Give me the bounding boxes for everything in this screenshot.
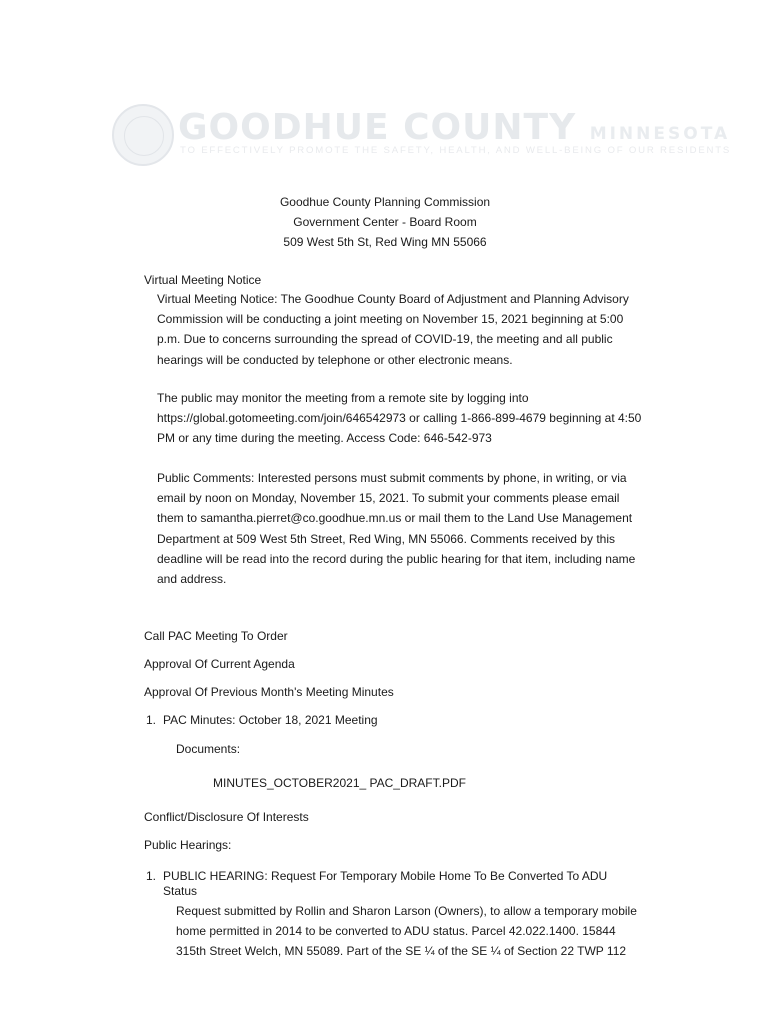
agenda-approval-minutes: Approval Of Previous Month's Meeting Minutes	[144, 685, 394, 699]
notice-p1-line: Virtual Meeting Notice: The Goodhue County Board of Adjustment and Planning Advisory	[157, 292, 629, 306]
minutes-item: PAC Minutes: October 18, 2021 Meeting	[163, 713, 378, 727]
notice-p1-line: p.m. Due to concerns surrounding the spread of COVID-19, the meeting and all public	[157, 332, 613, 347]
agenda-call-to-order: Call PAC Meeting To Order	[144, 629, 288, 643]
notice-p2-line: https://global.gotomeeting.com/join/646542973 or calling 1-866-899-4679 beginning at 4:50	[157, 411, 642, 426]
agenda-approval-agenda: Approval Of Current Agenda	[144, 657, 295, 671]
notice-paragraph-1	[157, 289, 677, 370]
header-commission: Goodhue County Planning Commission	[279, 195, 491, 209]
logo-state: MINNESOTA	[589, 124, 731, 144]
notice-p3-line: deadline will be read into the record during the public hearing for that item, including name	[157, 551, 636, 566]
notice-p1-line: Commission will be conducting a joint meeting on November 15, 2021 beginning at 5:00	[157, 312, 624, 327]
agenda-public-hearings: Public Hearings:	[144, 838, 232, 852]
hearing-desc-line: 315th Street Welch, MN 55089. Part of the SE ¼ of the SE ¼ of Section 22 TWP 112	[176, 944, 627, 959]
minutes-document-link[interactable]: MINUTES_OCTOBER2021_ PAC_DRAFT.PDF	[213, 776, 466, 790]
notice-paragraph-3	[157, 468, 677, 589]
hearing-title-continued: Status	[163, 884, 198, 898]
notice-p3-line: Public Comments: Interested persons must submit comments by phone, in writing, or via	[157, 471, 627, 485]
hearing-title: PUBLIC HEARING: Request For Temporary Mobile Home To Be Converted To ADU	[163, 869, 608, 883]
notice-p2-line: PM or any time during the meeting. Access Code: 646-542-973	[157, 431, 492, 446]
agenda-conflict: Conflict/Disclosure Of Interests	[144, 810, 309, 824]
header-address: 509 West 5th St, Red Wing MN 55066	[283, 235, 487, 249]
notice-p3-line: and address.	[157, 571, 227, 586]
hearing-item-number: 1.	[146, 869, 157, 883]
county-seal-icon	[112, 104, 174, 166]
hearing-desc-line: Request submitted by Rollin and Sharon Larson (Owners), to allow a temporary mobile	[176, 904, 637, 918]
notice-paragraph-2	[157, 388, 677, 449]
logo-county-name: GOODHUE COUNTY	[178, 107, 577, 148]
notice-p1-line: hearings will be conducted by telephone or other electronic means.	[157, 352, 513, 367]
notice-p3-line: them to samantha.pierret@co.goodhue.mn.us or mail them to the Land Use Management	[157, 511, 633, 526]
notice-p3-line: email by noon on Monday, November 15, 2021. To submit your comments please email	[157, 491, 620, 506]
hearing-desc-line: home permitted in 2014 to be converted to ADU status. Parcel 42.022.1400. 15844	[176, 924, 616, 939]
logo-tagline: TO EFFECTIVELY PROMOTE THE SAFETY, HEALTH, AND WELL-BEING OF OUR RESIDENTS	[180, 145, 732, 156]
minutes-item-number: 1.	[146, 713, 157, 727]
notice-p2-line: The public may monitor the meeting from a remote site by logging into	[157, 391, 529, 405]
notice-heading: Virtual Meeting Notice	[144, 273, 262, 287]
notice-p3-line: Department at 509 West 5th Street, Red Wing, MN 55066. Comments received by this	[157, 531, 615, 546]
hearing-description	[176, 901, 656, 962]
documents-label: Documents:	[176, 742, 241, 756]
county-logo	[112, 104, 732, 166]
header-location: Government Center - Board Room	[293, 215, 477, 229]
